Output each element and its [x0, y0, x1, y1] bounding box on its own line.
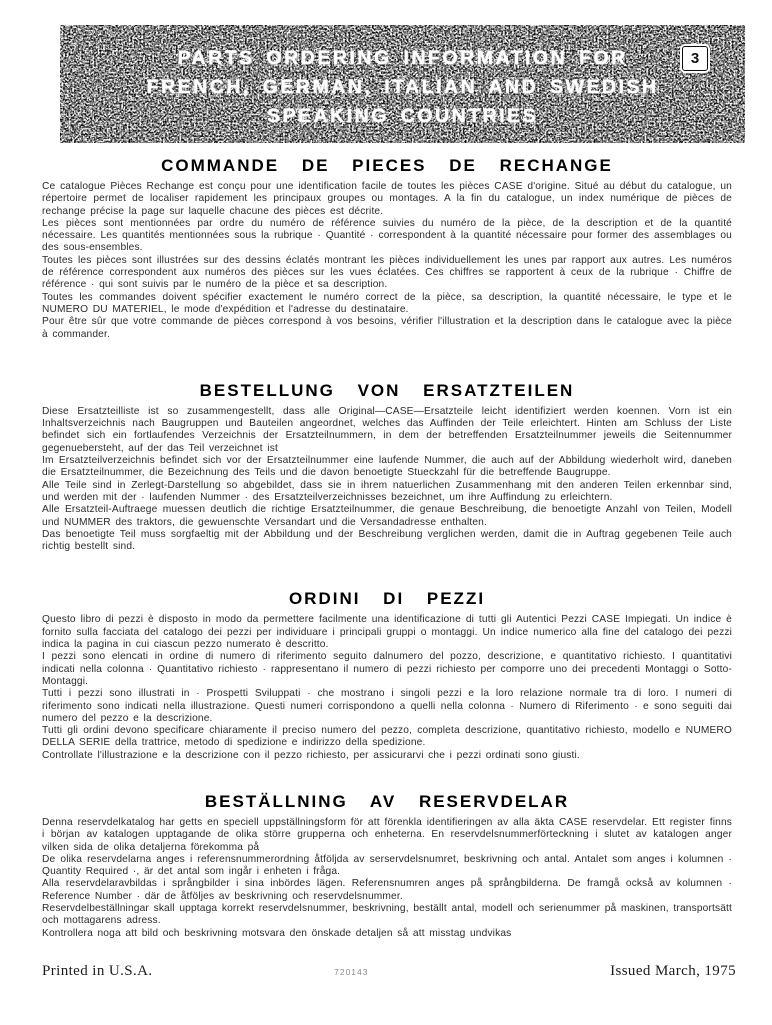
section-body-german [42, 406, 732, 554]
page-number-badge: 3 [682, 46, 708, 71]
section-body-swedish [42, 817, 732, 940]
paragraph: Tutti gli ordini devono specificare chiaramente il preciso numero del pezzo, completa descrizione, quantitativo richiesto, modello e NUMERO DELLA SERIE della trattrice, metodo di spedizione e indirizzo della spedizione. [42, 725, 732, 749]
banner-title-line-2: FRENCH, GERMAN, ITALIAN AND SWEDISH [146, 75, 659, 98]
paragraph: De olika reservdelarna anges i referensnummerordning åtföljda av serservdelsnumret, beskrivning och antal. Antalet som anges i kolumnen · Quantity Required ·, är det antal som ingår i enheten i fråga. [42, 853, 732, 878]
footer-printed-in: Printed in U.S.A. [42, 963, 153, 979]
paragraph: Toutes les pièces sont illustrées sur des dessins éclatés montrant les pièces individuellement les unes par rapport aux autres. Les numéros de référence correspondent aux numéros des pièces sur les vues éclatées. Ces chiffres se rapportent à ceux de la rubrique · Chiffre de référence · qui sont suivis par le numéro de la pièce et sa description. [42, 254, 732, 291]
paragraph: Tutti i pezzi sono illustrati in · Prospetti Sviluppati · che mostrano i singoli pezzi e la loro relazione normale tra di loro. I numeri di riferimento sono indicati nella illustrazione. Questi numeri corrispondono a quelli nella colonna · Numero di Riferimento · e sono seguiti dai numero del pezzo e la descrizione. [42, 688, 732, 724]
header-banner [60, 25, 745, 143]
paragraph: Pour être sûr que votre commande de pièces correspond à vos besoins, vérifier l'illustration et la description dans le catalogue avec la pièce à commander. [42, 316, 732, 340]
paragraph: Controllate l'illustrazione e la descrizione con il pezzo richiesto, per assicurarvi che i pezzi ordinati sono giusti. [42, 749, 580, 761]
paragraph: Diese Ersatzteilliste ist so zusammengestellt, dass alle Original—CASE—Ersatzteile leicht identifiziert werden koennen. Vorn ist ein Inhaltsverzeichnis nach Baugruppen und Bauteilen angeordnet, welches das Auffinden der Teile erleichtert. Hinten am Schluss der Liste befindet sich ein fortlaufendes Verzeichnis der Ersatzteilnummern, in dem der betreffenden Ersatzteilnummer jeweils die Seitennummer gegenuebersteht, auf der das Teil verzeichnet ist [42, 405, 732, 454]
paragraph: Alla reservdelaravbildas i språngbilder i sina inbördes lägen. Referensnumren anges på språngbilderna. De framgå också av kolumnen · Reference Number · där de åtföljes av beskrivning och reservdelsnummer. [42, 878, 732, 902]
paragraph: Denna reservdelkatalog har getts en speciell uppställningsform för att förenkla identifieringen av alla äkta CASE reservdelar. Ett register finns i början av katalogen upptagande de olika större grupperna och enheterna. En reservdelsnummerförteckning i slutet av katalogen anger vilken sida de olika detaljerna förekomma på [42, 816, 732, 853]
section-heading-swedish: BESTÄLLNING AV RESERVDELAR [204, 791, 570, 811]
section-body-italian [42, 614, 732, 762]
paragraph: Questo libro di pezzi è disposto in modo da permettere facilmente una identificazione di tutti gli Autentici Pezzi CASE Impiegati. Un indice è fornito sulla facciata del catalogo dei pezzi per individuare i principali gruppi o montaggi. Un indice numerico alla fine del catalogo dei pezzi indica la pagina in cui ciascun pezzo numerato è descritto. [42, 614, 732, 651]
footer-issued-date: Issued March, 1975 [610, 963, 736, 979]
section-body-french [42, 181, 732, 341]
paragraph: Kontrollera noga att bild och beskrivning motsvara den önskade detaljen så att misstag undvikas [42, 927, 512, 939]
section-heading-french: COMMANDE DE PIECES DE RECHANGE [161, 156, 613, 175]
paragraph: Ce catalogue Pièces Rechange est conçu pour une identification facile de toutes les pièces CASE d'origine. Situé au début du catalogue, un répertoire permet de localiser rapidement les principaux groupes ou montages. A la fin du catalogue, un index numérique de pièces de rechange précise la page sur laquelle chacune des pièces est décrite. [42, 181, 732, 217]
banner-title [60, 25, 745, 143]
banner-title-line-1: PARTS ORDERING INFORMATION FOR [177, 46, 628, 69]
paragraph: Alle Teile sind in Zerlegt-Darstellung so abgebildet, dass sie in ihrem natuerlichen Zusammenhang mit den anderen Teilen erkennbar sind, und werden mit der · laufenden Nummer · des Ersatzteilverzeichnisses bezeichnet, um ihre Auffindung zu erleichtern. [42, 479, 732, 503]
paragraph: Alle Ersatzteil-Auftraege muessen deutlich die richtige Ersatzteilnummer, die genaue Beschreibung, die benoetigte Anzahl von Teilen, Modell und NUMMER des traktors, die gewuenschte Versandart und die Versandadresse enthalten. [42, 504, 732, 528]
paragraph: Reservdelbeställningar skall upptaga korrekt reservdelsnummer, beskrivning, beställt antal, modell och serienummer på maskinen, transportsätt och mottagarens adress. [42, 903, 732, 927]
paragraph: Les pièces sont mentionnées par ordre du numéro de référence suivies du numéro de la pièce, de la description et de la quantité nécessaire. Les quantités mentionnées sous la rubrique · Quantité · correspondent à la quantité nécessaire pour former des assemblages ou des sous-ensembles. [42, 217, 732, 254]
paragraph: Das benoetigte Teil muss sorgfaeltig mit der Abbildung und der Beschreibung verglichen werden, damit die in Auftrag gegebenen Teile auch richtig bestellt sind. [42, 528, 732, 553]
paragraph: I pezzi sono elencati in ordine di numero di riferimento seguito dalnumero del pozzo, descrizione, e quantitativo richiesto. I quantitativi indicati nella colonna · Quantitativo richiesto · rappresentano il numero di pezzi richiesto per comporre uno dei precedenti Montaggi o Sotto- Montaggi. [42, 651, 732, 687]
section-heading-italian: ORDINI DI PEZZI [288, 589, 486, 609]
footer-form-number: 720143 [334, 967, 369, 977]
section-heading-german: BESTELLUNG VON ERSATZTEILEN [199, 380, 575, 400]
banner-title-line-3: SPEAKING COUNTRIES [266, 104, 539, 127]
paragraph: Toutes les commandes doivent spécifier exactement le numéro correct de la pièce, sa description, la quantité nécessaire, le type et le NUMERO DU MATERIEL, le mode d'expédition et l'adresse du destinataire. [42, 291, 732, 315]
paragraph: Im Ersatzteilverzeichnis befindet sich vor der Ersatzteilnummer eine laufende Nummer, die auch auf der Abbildung wiederholt wird, daneben die Ersatzteilnummer, die Bezeichnung des Teils und die davon benoetigte Stueckzahl für die betreffende Baugruppe. [42, 455, 732, 479]
scanned-manual-page [0, 25, 772, 1025]
page-content [42, 156, 732, 940]
page-footer [42, 963, 736, 980]
